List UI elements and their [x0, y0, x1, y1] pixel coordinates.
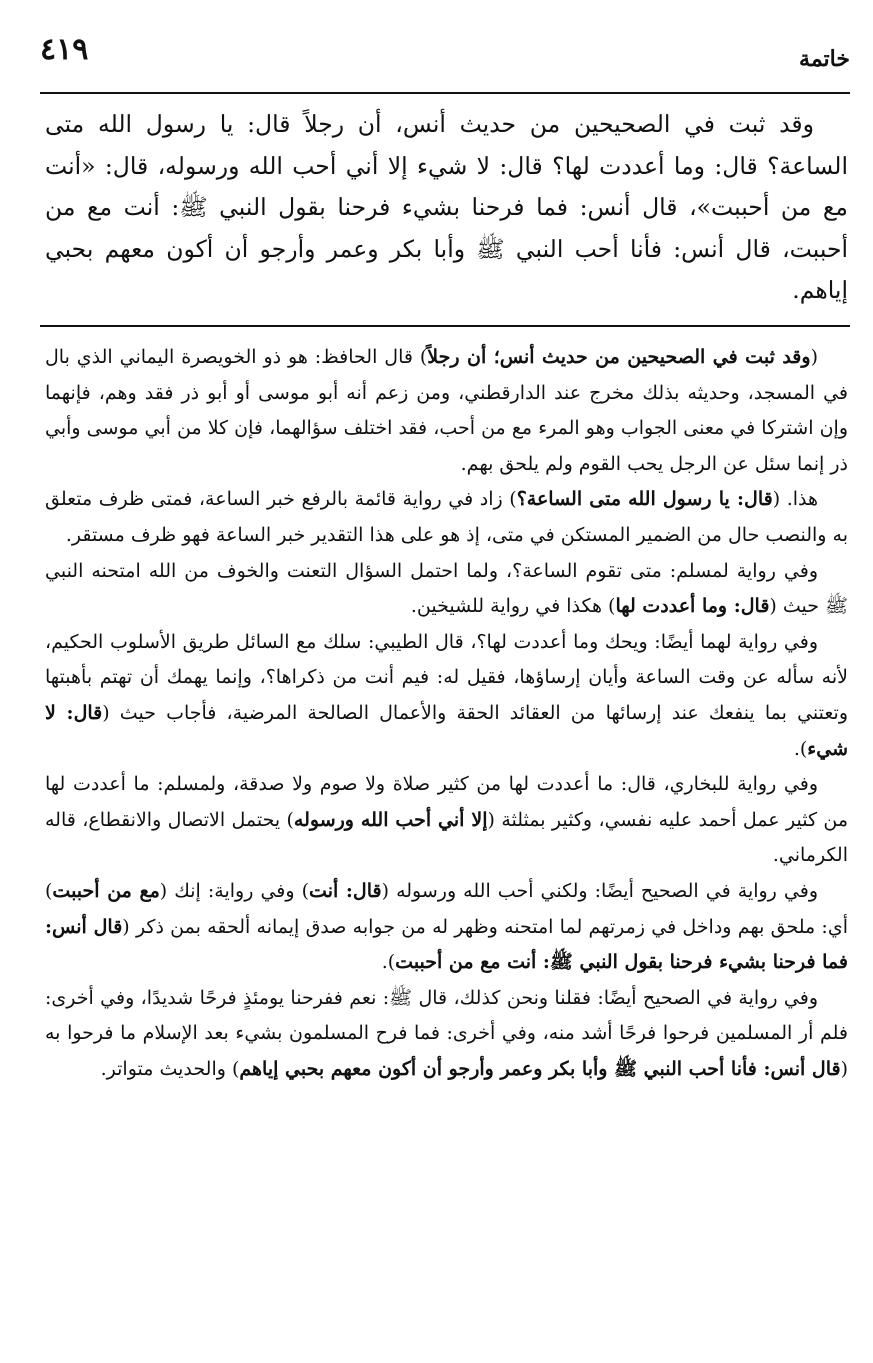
plain-text: ) أي: ملحق بهم وداخل في زمرتهم لما امتحنه وظهر له من جوابه صدق إيمانه ألحقه بمن ذكر ( [45, 879, 848, 938]
plain-text: وفي رواية للبخاري، قال: ما أعددت لها من كثير صلاة ولا صوم ولا صدقة، ولمسلم: ما أعددت لها من كثير عمل أحمد عليه نفسي، وكثير بمثلثة ( [45, 773, 849, 831]
chapter-title: خاتمة [799, 46, 850, 72]
plain-text: ) وفي رواية: إنك ( [159, 879, 310, 902]
plain-text: ). [793, 737, 808, 760]
plain-text: ) هكذا في رواية للشيخين. [410, 595, 616, 618]
footnote-divider [40, 325, 850, 327]
plain-text: وفي رواية في الصحيح أيضًا: ولكني أحب الله ورسوله ( [381, 879, 819, 902]
quoted-text: مع من أحببت [52, 879, 160, 902]
plain-text: ) قال الحافظ: هو ذو الخويصرة اليماني الذي بال في المسجد، وحديثه بذلك مخرج عند الدارقطني، ومن زعم أنه أبو موسى أو أبو ذر فقد وهم، فإنهما وإن اشتركا في معنى الجواب وهو المرء مع من أحب، فقد اختلف سؤالهما، فإن كلا من أبي موسى وأبي ذر إنما سئل عن الرجل يحب القوم ولم يلحق بهم. [45, 346, 848, 475]
plain-text: ) والحديث متواتر. [100, 1057, 240, 1080]
plain-text: وفي رواية في الصحيح أيضًا: فقلنا ونحن كذلك، قال ﷺ: نعم ففرحنا يومئذٍ فرحًا شديدًا، وفي أخرى: فلم أر المسلمين فرحوا فرحًا أشد منه، وفي أخرى: فما فرح المسلمون بشيء بعد الإسلام ما فرحوا به ( [45, 986, 848, 1080]
plain-text: ( [810, 346, 818, 368]
commentary-paragraph-2 [45, 482, 848, 553]
commentary [45, 340, 848, 1087]
quoted-text: إلا أني أحب الله ورسوله [293, 808, 488, 831]
main-text [45, 104, 848, 312]
plain-text: ). [381, 951, 396, 974]
commentary-paragraph-7 [45, 981, 848, 1088]
commentary-paragraph-4 [45, 625, 848, 767]
quoted-text: قال أنس: فأنا أحب النبي ﷺ وأبا بكر وعمر وأرجو أن أكون معهم بحبي إياهم [239, 1057, 841, 1080]
commentary-paragraph-6 [45, 874, 848, 981]
quoted-text: وقد ثبت في الصحيحين من حديث أنس؛ أن رجلاً [427, 346, 811, 368]
quoted-text: قال: وما أعددت لها [615, 595, 770, 618]
quoted-text: قال: يا رسول الله متى الساعة؟ [516, 488, 773, 511]
commentary-paragraph-5 [45, 767, 848, 874]
page-header [40, 30, 850, 94]
quoted-text: قال: أنت [309, 879, 382, 902]
quoted-text: قال أنس: فما فرحنا بشيء فرحنا بقول النبي ﷺ: أنت مع من أحببت [45, 915, 848, 974]
plain-text: وفي رواية لمسلم: متى تقوم الساعة؟، ولما احتمل السؤال التعنت والخوف من الله امتحنه النبي ﷺ حيث ( [45, 559, 848, 618]
main-paragraph: وقد ثبت في الصحيحين من حديث أنس، أن رجلاً قال: يا رسول الله متى الساعة؟ قال: وما أعددت لها؟ قال: لا شيء إلا أني أحب الله ورسوله، قال: «أنت مع من أحببت»، قال أنس: فما فرحنا بشيء فرحنا بقول النبي ﷺ: أنت مع من أحببت، قال أنس: فأنا أحب النبي ﷺ وأبا بكر وعمر وأرجو أن أكون معهم بحبي إياهم. [45, 110, 848, 305]
plain-text: وفي رواية لهما أيضًا: ويحك وما أعددت لها؟، قال الطيبي: سلك مع السائل طريق الأسلوب الحكيم، لأنه سأله عن وقت الساعة وأيان إرساؤها، فقيل له: فيم أنت من ذكراها؟، وإنما يهمك أن تهتم بأهبتها وتعتني بما ينفعك عند إرسائها من العقائد الحقة والأعمال الصالحة المرضية، فأجاب حيث ( [45, 630, 848, 724]
plain-text: ) زاد في رواية قائمة بالرفع خبر الساعة، فمتى ظرف متعلق به والنصب حال من الضمير المستكن في متى، إذ هو على هذا التقدير خبر الساعة فهو ظرف مستقر. [45, 488, 848, 546]
quoted-text: قال: لا شيء [45, 701, 848, 760]
commentary-paragraph-3 [45, 554, 848, 625]
page-number: ٤١٩ [40, 32, 89, 67]
plain-text: ) يحتمل الاتصال والانقطاع، قاله الكرماني. [45, 808, 848, 867]
commentary-paragraph-1 [45, 340, 848, 482]
plain-text: هذا. ( [772, 488, 819, 511]
